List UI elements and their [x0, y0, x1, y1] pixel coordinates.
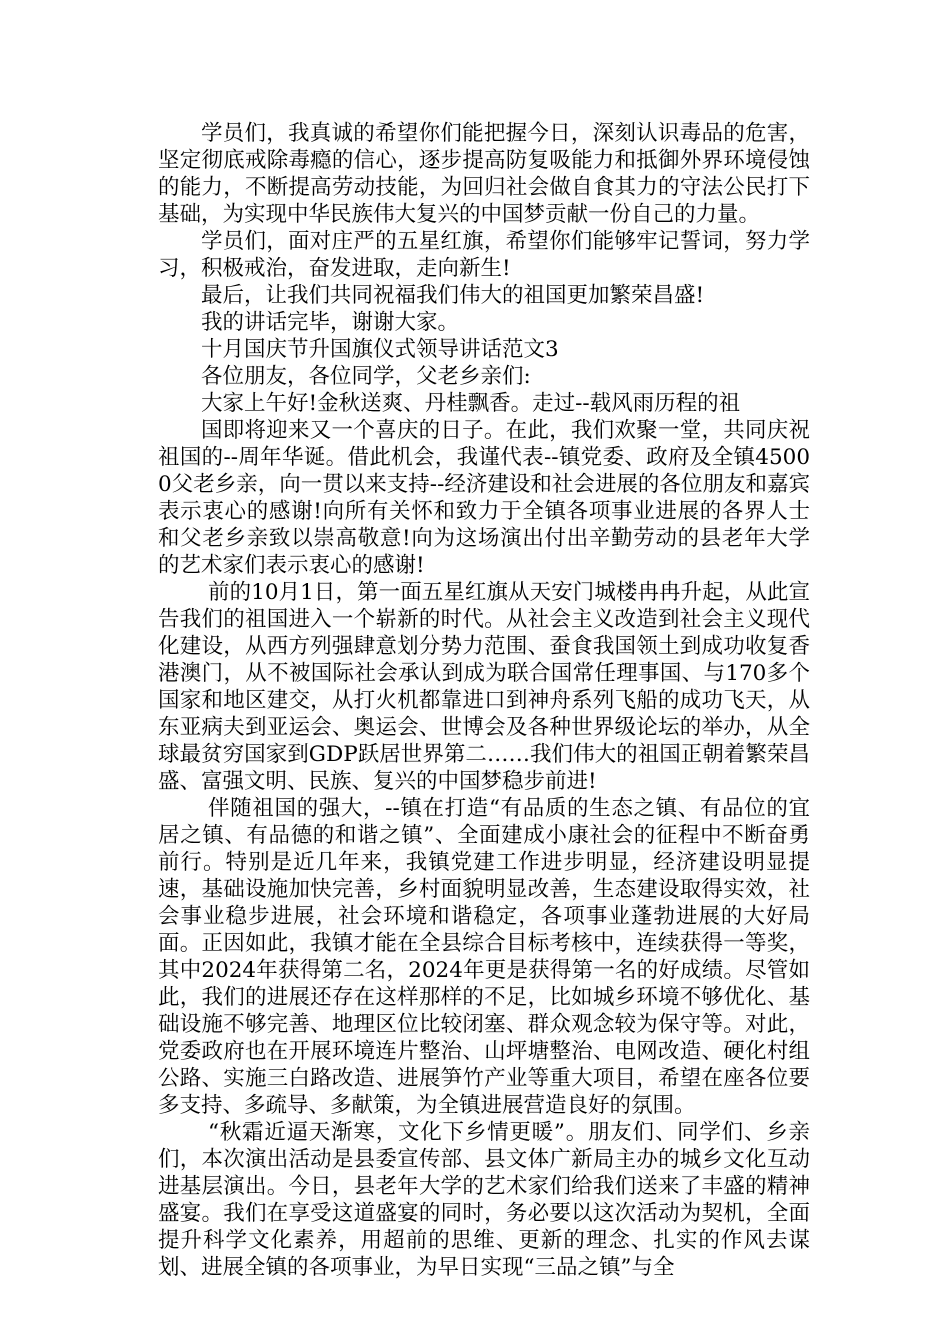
salutation: 各位朋友，各位同学，父老乡亲们:: [201, 364, 531, 389]
section-title: 十月国庆节升国旗仪式领导讲话范文3: [201, 337, 559, 362]
paragraph-closing: 我的讲话完毕，谢谢大家。: [201, 310, 460, 335]
document-page: [158, 120, 810, 1281]
paragraph-culture: “秋霜近逼天渐寒，文化下乡情更暖”。朋友们、同学们、乡亲们，本次演出活动是县委宣传部、县文体广新局主办的城乡文化互动进基层演出。今日，县老年大学的艺术家们给我们送来了丰盛的精神盛宴。我们在享受这道盛宴的同时，务必要以这次活动为契机，全面提升科学文化素养，用超前的思维、更新的理念、扎实的作风去谋划、进展全镇的各项事业，为早日实现“三品之镇”与全: [158, 1120, 810, 1280]
paragraph-oath: 学员们，面对庄严的五星红旗，希望你们能够牢记誓词，努力学习，积极戒治，奋发进取，走向新生!: [158, 229, 810, 281]
paragraph-greeting: 大家上午好!金秋送爽、丹桂飘香。走过--载风雨历程的祖: [201, 391, 741, 416]
paragraph-history: 前的10月1日，第一面五星红旗从天安门城楼冉冉升起，从此宣告我们的祖国进入一个崭新的时代。从社会主义改造到社会主义现代化建设，从西方列强肆意划分势力范围、蚕食我国领土到成功收复香港澳门，从不被国际社会承认到成为联合国常任理事国、与170多个国家和地区建交，从打火机都靠进口到神舟系列飞船的成功飞天，从东亚病夫到亚运会、奥运会、世博会及各种世界级论坛的举办，从全球最贫穷国家到GDP跃居世界第二……我们伟大的祖国正朝着繁荣昌盛、富强文明、民族、复兴的中国梦稳步前进!: [158, 580, 810, 794]
paragraph-blessing: 最后，让我们共同祝福我们伟大的祖国更加繁荣昌盛!: [201, 283, 705, 308]
paragraph-town-progress: 伴随祖国的强大，--镇在打造“有品质的生态之镇、有品位的宜居之镇、有品德的和谐之镇”、全面建成小康社会的征程中不断奋勇前行。特别是近几年来，我镇党建工作进步明显，经济建设明显提速，基础设施加快完善，乡村面貌明显改善，生态建设取得实效，社会事业稳步进展，社会环境和谐稳定，各项事业蓬勃进展的大好局面。正因如此，我镇才能在全县综合目标考核中，连续获得一等奖，其中2024年获得第二名，2024年更是获得第一名的好成绩。尽管如此，我们的进展还存在这样那样的不足，比如城乡环境不够优化、基础设施不够完善、地理区位比较闭塞、群众观念较为保守等。对此，党委政府也在开展环境连片整治、山坪塘整治、电网改造、硬化村组公路、实施三白路改造、进展笋竹产业等重大项目，希望在座各位要多支持、多疏导、多献策，为全镇进展营造良好的氛围。: [158, 796, 810, 1118]
paragraph-celebration: 国即将迎来又一个喜庆的日子。在此，我们欢聚一堂，共同庆祝祖国的--周年华诞。借此机会，我谨代表--镇党委、政府及全镇45000父老乡亲，向一贯以来支持--经济建设和社会进展的各位朋友和嘉宾表示衷心的感谢!向所有关怀和致力于全镇各项事业进展的各界人士和父老乡亲致以崇高敬意!向为这场演出付出辛勤劳动的县老年大学的艺术家们表示衷心的感谢!: [158, 418, 810, 578]
paragraph-encouragement: 学员们，我真诚的希望你们能把握今日，深刻认识毒品的危害，坚定彻底戒除毒瘾的信心，逐步提高防复吸能力和抵御外界环境侵蚀的能力，不断提高劳动技能，为回归社会做自食其力的守法公民打下基础，为实现中华民族伟大复兴的中国梦贡献一份自己的力量。: [158, 121, 810, 227]
